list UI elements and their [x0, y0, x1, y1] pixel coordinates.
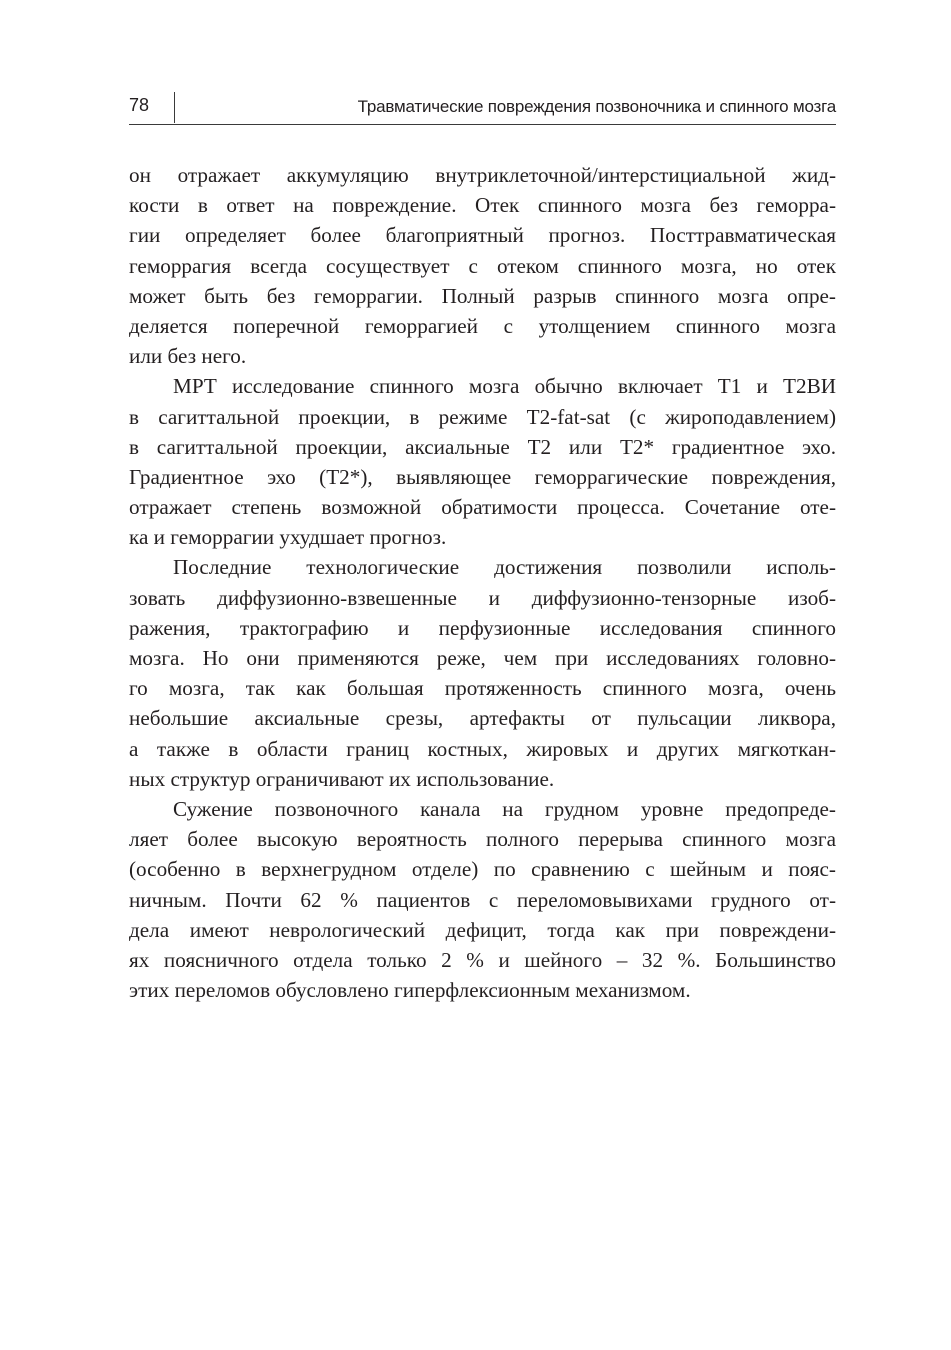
text-line: в сагиттальной проекции, в режиме T2-fat-sat (с жироподавлением)	[129, 404, 836, 429]
text-line: деляется поперечной геморрагией с утолщением спинного мозга	[129, 313, 836, 338]
text-line: ничным. Почти 62 % пациентов с переломовывихами грудного от-	[129, 887, 836, 912]
paragraph	[129, 160, 836, 371]
text-line: ляет более высокую вероятность полного перерыва спинного мозга	[129, 827, 836, 852]
text-line: геморрагия всегда сосуществует с отеком спинного мозга, но отек	[129, 253, 836, 278]
text-line: Градиентное эхо (Т2*), выявляющее геморрагические повреждения,	[129, 464, 836, 489]
text-line: ражения, трактографию и перфузионные исследования спинного	[129, 615, 836, 640]
paragraph	[129, 552, 836, 794]
body-text	[129, 160, 836, 1005]
text-line: или без него.	[129, 344, 247, 369]
paragraph	[129, 371, 836, 552]
paragraph	[129, 794, 836, 1005]
text-line: этих переломов обусловлено гиперфлексионным механизмом.	[129, 978, 691, 1003]
text-line: небольшие аксиальные срезы, артефакты от пульсации ликвора,	[129, 706, 836, 731]
text-line: го мозга, так как большая протяженность спинного мозга, очень	[129, 676, 836, 701]
text-line: зовать диффузионно-взвешенные и диффузионно-тензорные изоб-	[129, 585, 836, 610]
text-line: Последние технологические достижения позволили исполь-	[173, 555, 836, 580]
text-line: кости в ответ на повреждение. Отек спинного мозга без геморра-	[129, 193, 836, 218]
text-line: гии определяет более благоприятный прогноз. Посттравматическая	[129, 223, 836, 248]
text-line: в сагиттальной проекции, аксиальные Т2 или Т2* градиентное эхо.	[129, 434, 836, 459]
text-line: ях поясничного отдела только 2 % и шейного – 32 %. Большинство	[129, 947, 836, 972]
page-number: 78	[129, 95, 150, 115]
text-line: мозга. Но они применяются реже, чем при исследованиях головно-	[129, 646, 836, 670]
text-line: МРТ исследование спинного мозга обычно включает Т1 и Т2ВИ	[173, 374, 836, 399]
running-header	[129, 92, 836, 125]
text-line: Сужение позвоночного канала на грудном уровне предопреде-	[173, 796, 836, 821]
running-title: Травматические повреждения позвоночника и спинного мозга	[357, 97, 836, 116]
text-line: (особенно в верхнегрудном отделе) по сравнению с шейным и пояс-	[129, 857, 836, 882]
text-line: а также в области границ костных, жировых и других мягкоткан-	[129, 736, 836, 761]
text-line: ка и геморрагии ухудшает прогноз.	[129, 525, 447, 550]
text-line: отражает степень возможной обратимости процесса. Сочетание оте-	[129, 495, 836, 520]
text-line: ных структур ограничивают их использование.	[129, 766, 555, 791]
text-line: может быть без геморрагии. Полный разрыв спинного мозга опре-	[129, 283, 836, 308]
text-line: дела имеют неврологический дефицит, тогда как при повреждени-	[129, 917, 836, 942]
text-line: он отражает аккумуляцию внутриклеточной/интерстициальной жид-	[129, 163, 836, 187]
header-divider	[174, 92, 175, 123]
